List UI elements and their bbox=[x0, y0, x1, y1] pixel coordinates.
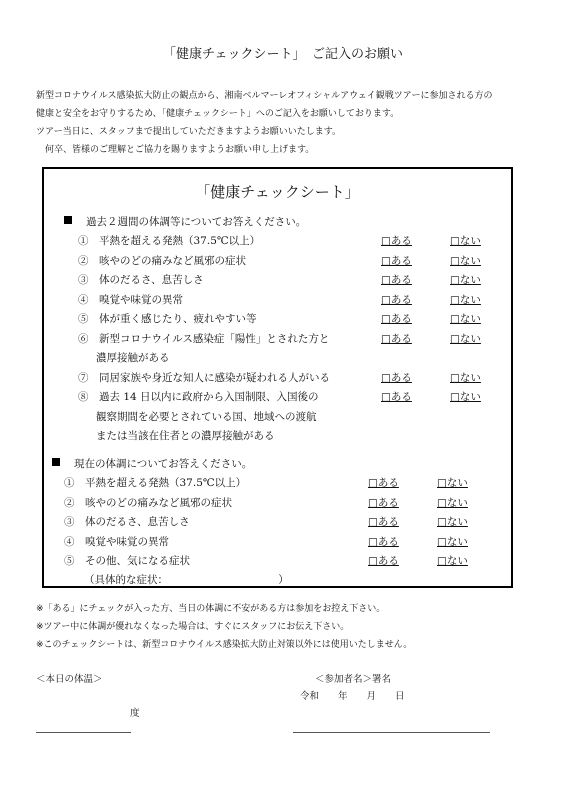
question-item: ③ 体のだるさ、息苦しさ bbox=[78, 274, 204, 286]
yes-checkbox[interactable]: □ある bbox=[368, 497, 399, 509]
yes-checkbox[interactable]: □ある bbox=[381, 391, 412, 403]
question-item: ⑤ その他、気になる症状 bbox=[64, 555, 190, 567]
signature-write-line[interactable] bbox=[293, 732, 490, 733]
question-item: ③ 体のだるさ、息苦しさ bbox=[64, 516, 190, 528]
temperature-label: ＜本日の体温＞ bbox=[36, 674, 103, 685]
no-checkbox[interactable]: □ない bbox=[437, 477, 468, 489]
yes-checkbox[interactable]: □ある bbox=[381, 313, 412, 325]
square-bullet-icon bbox=[64, 216, 72, 224]
symptom-detail-field[interactable]: （具体的な症状： ） bbox=[84, 574, 289, 586]
note-line: ※ツアー中に体調が優れなくなった場合は、すぐにスタッフにお伝え下さい。 bbox=[36, 622, 350, 632]
question-item: ② 咳やのどの痛みなど風邪の症状 bbox=[64, 497, 232, 509]
intro-line: ツアー当日に、スタッフまで提出していただきますようお願いいたします。 bbox=[36, 127, 342, 137]
question-continuation: または当該在住者との濃厚接触がある bbox=[96, 430, 275, 442]
no-checkbox[interactable]: □ない bbox=[450, 333, 481, 345]
no-checkbox[interactable]: □ない bbox=[450, 313, 481, 325]
no-checkbox[interactable]: □ない bbox=[437, 516, 468, 528]
no-checkbox[interactable]: □ない bbox=[450, 255, 481, 267]
no-checkbox[interactable]: □ない bbox=[450, 391, 481, 403]
question-item: ④ 嗅覚や味覚の異常 bbox=[64, 536, 169, 548]
date-line: 令和 年 月 日 bbox=[300, 691, 405, 702]
no-checkbox[interactable]: □ない bbox=[450, 372, 481, 384]
intro-line: 何卒、皆様のご理解とご協力を賜りますようお願い申し上げます。 bbox=[36, 145, 315, 155]
intro-line: 健康と安全をお守りするため、「健康チェックシート」へのご記入をお願いしております。 bbox=[36, 109, 400, 119]
question-item: ① 平熱を超える発熱（37.5℃以上） bbox=[64, 477, 247, 489]
section2-heading: 現在の体調についてお答えください。 bbox=[52, 456, 252, 471]
yes-checkbox[interactable]: □ある bbox=[381, 294, 412, 306]
yes-checkbox[interactable]: □ある bbox=[381, 255, 412, 267]
yes-checkbox[interactable]: □ある bbox=[381, 274, 412, 286]
yes-checkbox[interactable]: □ある bbox=[368, 516, 399, 528]
note-line: ※「ある」にチェックが入った方、当日の体調に不安がある方は参加をお控え下さい。 bbox=[36, 604, 386, 614]
question-item: ⑤ 体が重く感じたり、疲れやすい等 bbox=[78, 313, 257, 325]
section1-heading: 過去２週間の体調等についてお答えください。 bbox=[64, 214, 306, 229]
yes-checkbox[interactable]: □ある bbox=[368, 555, 399, 567]
question-continuation: 観察期間を必要とされている国、地域への渡航 bbox=[96, 411, 317, 423]
yes-checkbox[interactable]: □ある bbox=[368, 477, 399, 489]
no-checkbox[interactable]: □ない bbox=[450, 274, 481, 286]
question-item: ④ 嗅覚や味覚の異常 bbox=[78, 294, 183, 306]
yes-checkbox[interactable]: □ある bbox=[368, 536, 399, 548]
question-item: ⑧ 過去 14 日以内に政府から入国制限、入国後の bbox=[78, 391, 319, 403]
square-bullet-icon bbox=[52, 458, 60, 466]
intro-line: 新型コロナウイルス感染拡大防止の観点から、湘南ベルマーレオフィシャルアウェイ観戦ツアーに参加される方の bbox=[36, 91, 493, 101]
participant-label: ＜参加者名＞署名 bbox=[315, 674, 392, 685]
no-checkbox[interactable]: □ない bbox=[450, 294, 481, 306]
page-title: 「健康チェックシート」 ご記入のお願い bbox=[162, 47, 404, 62]
no-checkbox[interactable]: □ない bbox=[437, 536, 468, 548]
question-item: ⑦ 同居家族や身近な知人に感染が疑われる人がいる bbox=[78, 372, 330, 384]
yes-checkbox[interactable]: □ある bbox=[381, 235, 412, 247]
question-continuation: 濃厚接触がある bbox=[96, 352, 170, 364]
question-item: ① 平熱を超える発熱（37.5℃以上） bbox=[78, 235, 261, 247]
sheet-title: 「健康チェックシート」 bbox=[195, 183, 360, 201]
note-line: ※このチェックシートは、新型コロナウイルス感染拡大防止対策以外には使用いたしません。 bbox=[36, 640, 413, 650]
no-checkbox[interactable]: □ない bbox=[450, 235, 481, 247]
temperature-unit: 度 bbox=[130, 708, 140, 719]
health-check-box bbox=[42, 167, 513, 588]
question-item: ② 咳やのどの痛みなど風邪の症状 bbox=[78, 255, 246, 267]
temperature-write-line[interactable] bbox=[36, 732, 131, 733]
no-checkbox[interactable]: □ない bbox=[437, 555, 468, 567]
question-item: ⑥ 新型コロナウイルス感染症「陽性」とされた方と bbox=[78, 333, 330, 345]
no-checkbox[interactable]: □ない bbox=[437, 497, 468, 509]
yes-checkbox[interactable]: □ある bbox=[381, 333, 412, 345]
yes-checkbox[interactable]: □ある bbox=[381, 372, 412, 384]
